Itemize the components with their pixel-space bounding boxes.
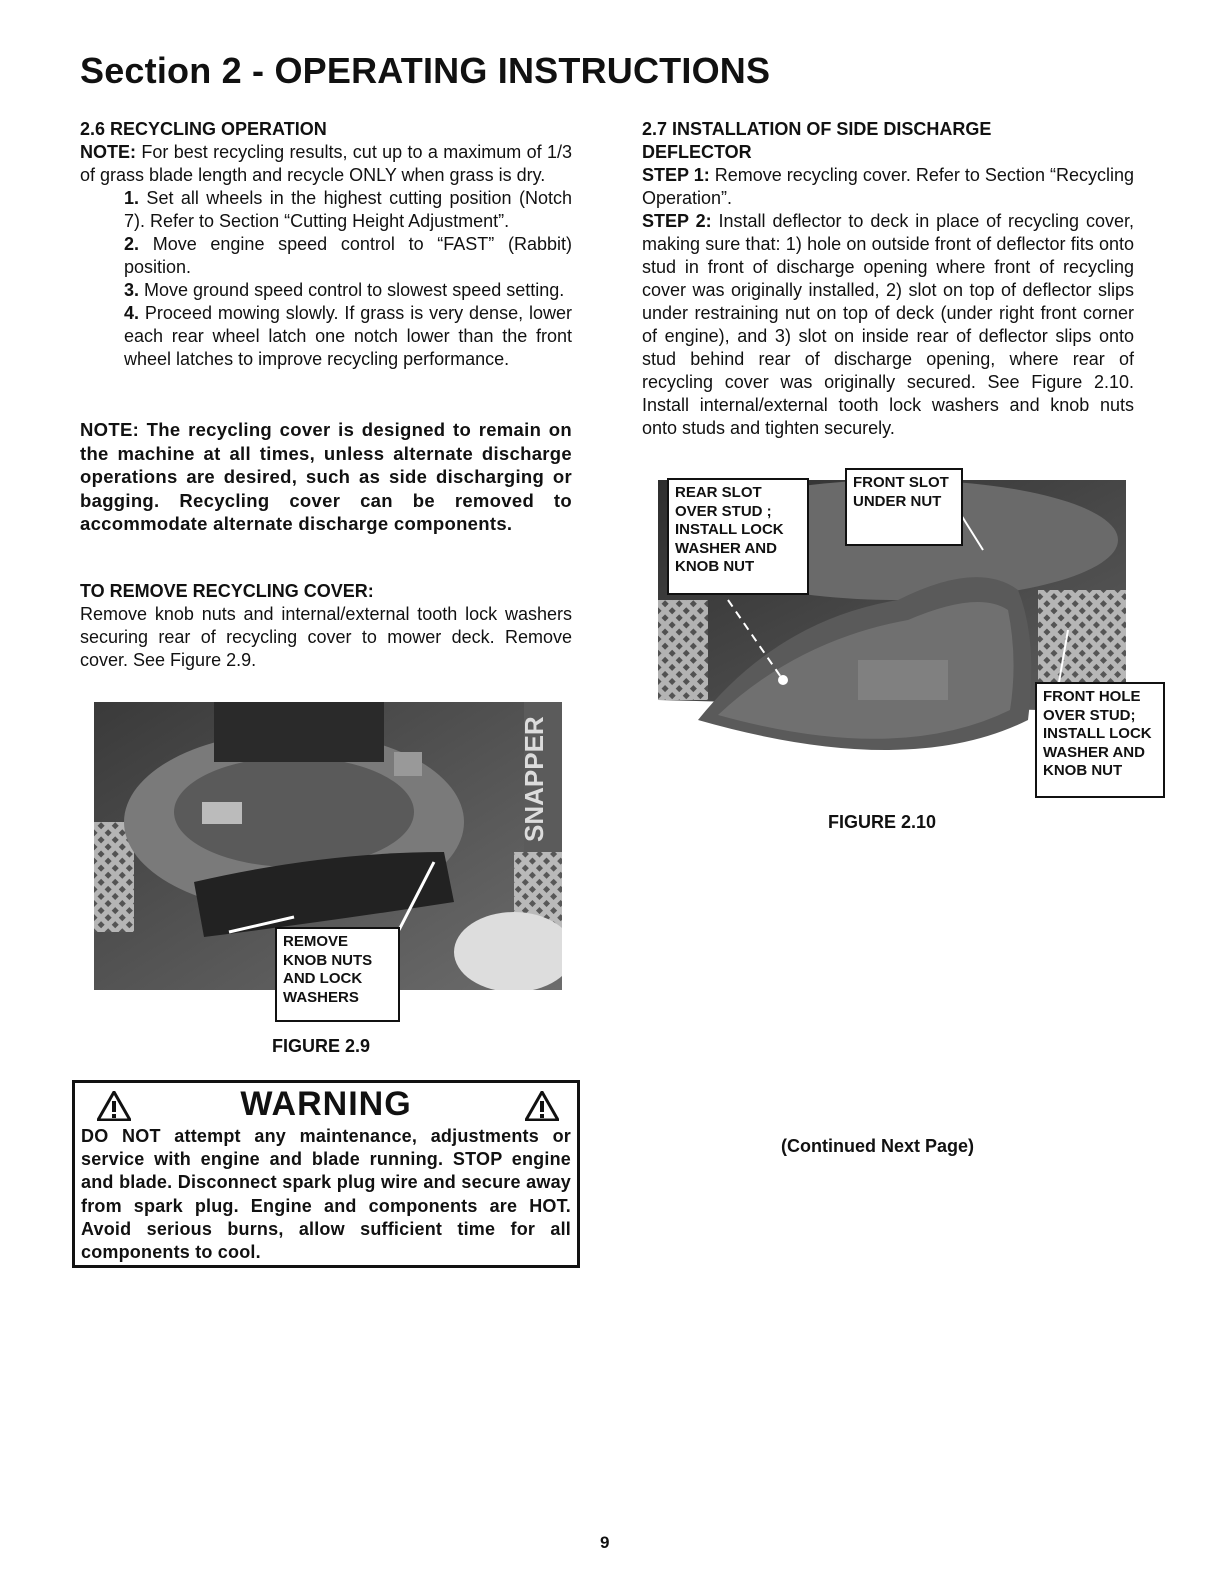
step-text: Move engine speed control to “FAST” (Rabbit) position. [124,234,572,277]
step-2-label: STEP 2: [642,211,712,231]
step-1-text: Remove recycling cover. Refer to Section “Recycling Operation”. [642,165,1134,208]
step-item [124,302,572,371]
step-text: Set all wheels in the highest cutting position (Notch 7). Refer to Section “Cutting Height Adjustment”. [124,188,572,231]
recycling-section [80,118,572,371]
brand-logo: SNAPPER [519,716,549,842]
step-1-label: STEP 1: [642,165,710,185]
side-discharge-heading-line2: DEFLECTOR [642,142,752,162]
remove-cover-section [80,580,572,672]
step-2 [642,210,1134,440]
step-number: 3. [124,280,140,300]
remove-cover-text: Remove knob nuts and internal/external tooth lock washers securing rear of recycling cover to mower deck. Remove cover. See Figure 2.9. [80,604,572,670]
note-text: For best recycling results, cut up to a maximum of 1/3 of grass blade length and recycle ONLY when grass is dry. [80,142,572,185]
step-2-text: Install deflector to deck in place of recycling cover, making sure that: 1) hole on outside front of deflector fits onto stud in front of discharge opening where front of recycling cover was originally installed, 2) slot on top of deflector slips under restraining nut on top of deck (under right front corner of engine), and 3) slot on inside rear of deflector slips onto stud behind rear of discharge opening, where rear of recycling cover was originally secured. See Figure 2.10. Install internal/external tooth lock washers and knob nuts onto studs and tighten securely. [642,211,1134,438]
side-discharge-section [642,118,1134,440]
recycling-bold-note: NOTE: The recycling cover is designed to remain on the machine at all times, unless alternate discharge operations are desired, such as side discharging or bagging. Recycling cover can be removed to accommodate alternate discharge components. [80,419,572,534]
figure-2-10-front-hole-callout: FRONT HOLE OVER STUD; INSTALL LOCK WASHER AND KNOB NUT [1035,682,1165,798]
warning-box [72,1080,580,1268]
figure-2-10-front-slot-callout: FRONT SLOT UNDER NUT [845,468,963,546]
step-item [124,187,572,233]
step-text: Move ground speed control to slowest speed setting. [139,280,565,300]
figure-2-9-caption: FIGURE 2.9 [272,1036,371,1056]
figure-2-10-rear-slot-callout: REAR SLOT OVER STUD ; INSTALL LOCK WASHER AND KNOB NUT [667,478,809,595]
step-1 [642,164,1134,210]
remove-cover-heading: TO REMOVE RECYCLING COVER: [80,581,374,601]
recycling-steps [124,187,572,371]
side-discharge-heading: 2.7 INSTALLATION OF SIDE DISCHARGE [642,119,992,139]
step-number: 4. [124,303,140,323]
step-number: 2. [124,234,140,254]
step-item [124,233,572,279]
step-text: Proceed mowing slowly. If grass is very dense, lower each rear wheel latch one notch lower than the front wheel latches to improve recycling performance. [124,303,572,369]
warning-heading: WARNING [240,1085,412,1123]
warning-text: DO NOT attempt any maintenance, adjustments or service with engine and blade running. STOP engine and blade. Disconnect spark plug wire and secure away from spark plug. Engine and components are HOT. Avoid serious burns, allow sufficient time for all components to cool. [81,1126,571,1263]
recycling-heading: 2.6 RECYCLING OPERATION [80,119,327,139]
page-title: Section 2 - OPERATING INSTRUCTIONS [80,50,771,91]
recycling-note [80,141,572,187]
page-number: 9 [600,1533,610,1552]
step-item [124,279,572,302]
continued-next-page: (Continued Next Page) [781,1136,975,1156]
step-number: 1. [124,188,140,208]
warning-icon [525,1091,559,1121]
figure-2-9-callout: REMOVE KNOB NUTS AND LOCK WASHERS [275,927,400,1022]
note-label: NOTE: [80,142,136,162]
figure-2-10-caption: FIGURE 2.10 [828,812,937,832]
